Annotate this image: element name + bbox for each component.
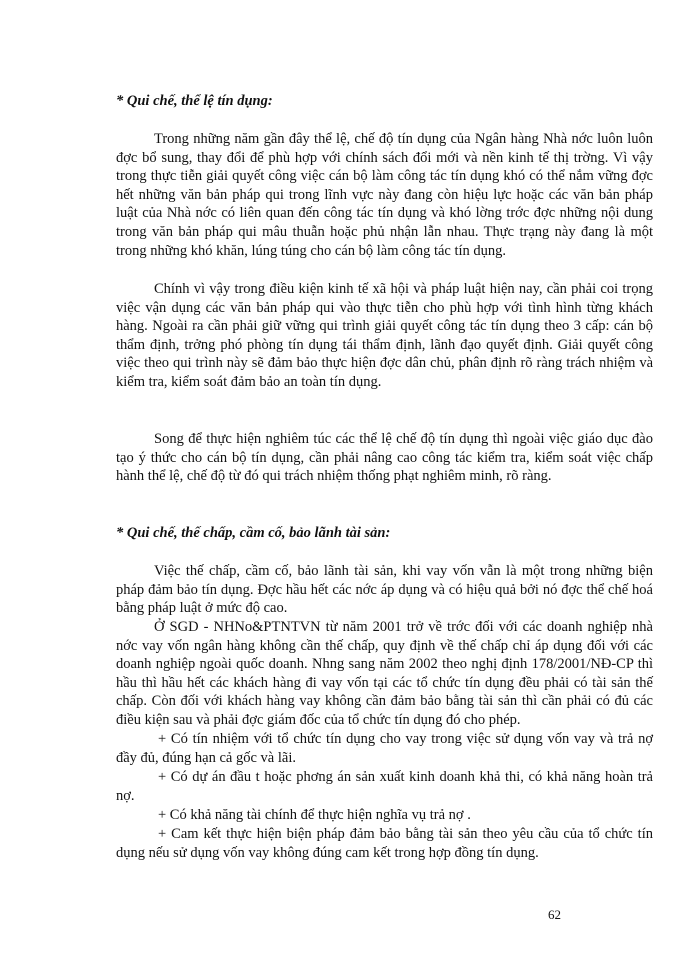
paragraph-apply-legal-documents: Chính vì vậy trong điều kiện kinh tế xã hội và pháp luật hiện nay, cần phải coi trọng việc vận dụng các văn bản pháp qui vào thực tiễn cho phù hợp với tình hình từng khách hàng. Ngoài ra cần phải giữ vững qui trình giải quyết công tác tín dụng theo 3 cấp: cán bộ thẩm định, trởng phó phòng tín dụng tái thẩm định, lãnh đạo quyết định. Giải quyết công việc theo qui trình này sẽ đảm bảo thực hiện đợc dân chủ, phân định rõ ràng trách nhiệm và kiểm tra, kiểm soát đảm bảo an toàn tín dụng. [116, 281, 653, 390]
paragraph-sgd-collateral-policy: Ở SGD - NHNo&PTNTVN từ năm 2001 trở về trớc đối với các doanh nghiệp nhà nớc vay vốn ngân hàng không cần thế chấp, quy định về thế chấp chỉ áp dụng đối với các doanh nghiệp ngoài quốc doanh. Nhng sang năm 2002 theo nghị định 178/2001/NĐ-CP thì hầu thì hầu hết các khách hàng đi vay vốn tại các tổ chức tín dụng đều phải có tài sản thế chấp. Còn đối với khách hàng vay không cần đảm bảo bằng tài sản thì cần phải có đủ các điều kiện sau và phải đợc giám đốc của tổ chức tín dụng đó cho phép. [116, 619, 653, 728]
bullet-credit-reputation: + Có tín nhiệm với tổ chức tín dụng cho vay trong việc sử dụng vốn vay và trả nợ đầy đủ, đúng hạn cả gốc và lãi. [116, 731, 653, 766]
bullet-collateral-commitment: + Cam kết thực hiện biện pháp đảm bảo bằng tài sản theo yêu cầu của tổ chức tín dụng nếu sử dụng vốn vay không đúng cam kết trong hợp đồng tín dụng. [116, 826, 653, 861]
bullet-financial-capacity: + Có khả năng tài chính để thực hiện nghĩa vụ trả nợ . [158, 807, 471, 823]
page-number: 62 [548, 907, 561, 922]
section-heading-credit-rules: * Qui chế, thể lệ tín dụng: [116, 93, 273, 109]
paragraph-inspection-control: Song để thực hiện nghiêm túc các thể lệ chế độ tín dụng thì ngoài việc giáo dục đào tạo ý thức cho cán bộ tín dụng, cần phải nâng cao công tác kiểm tra, kiểm soát việc chấp hành thể lệ, chế độ từ đó qui trách nhiệm thống phạt nghiêm minh, rõ ràng. [116, 431, 653, 485]
paragraph-collateral-measures: Việc thế chấp, cầm cố, bảo lãnh tài sản, khi vay vốn vẫn là một trong những biện pháp đảm bảo tín dụng. Đợc hầu hết các nớc áp dụng và có hiệu quả bởi nó đợc thể chế hoá bằng pháp luật ở mức độ cao. [116, 563, 653, 617]
paragraph-credit-rules-changes: Trong những năm gần đây thể lệ, chế độ tín dụng của Ngân hàng Nhà nớc luôn luôn đợc bổ sung, thay đổi để phù hợp với chính sách đổi mới và nền kinh tế thị trờng. Vì vậy trong thực tiễn giải quyết công việc cán bộ làm công tác tín dụng khó có thể nắm vững đợc hết những văn bản pháp qui trong lĩnh vực này đang còn hiệu lực hoặc các văn bản pháp luật của Nhà nớc có liên quan đến công tác tín dụng và khó lờng trớc đợc những nội dung trong văn bản pháp qui mâu thuẫn hoặc phủ nhận lẫn nhau. Thực trạng này đang là một trong những khó khăn, lúng túng cho cán bộ làm công tác tín dụng. [116, 131, 653, 259]
bullet-feasible-project: + Có dự án đầu t hoặc phơng án sản xuất kinh doanh khả thi, có khả năng hoàn trả nợ. [116, 769, 653, 804]
section-heading-collateral-rules: * Qui chế, thế chấp, cầm cố, bảo lãnh tài sản: [116, 525, 391, 541]
